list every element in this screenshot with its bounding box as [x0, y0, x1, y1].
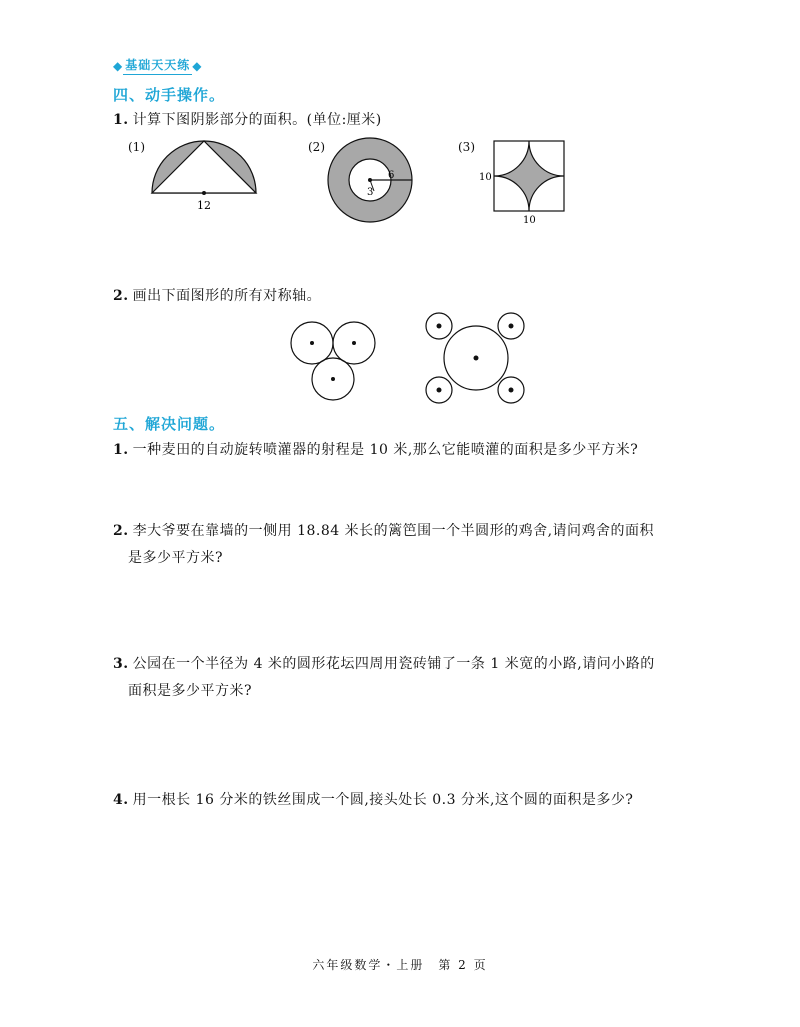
symmetry-figure-five-circles: [422, 310, 532, 410]
center-dot: [437, 324, 442, 329]
figure-1-label: (1): [128, 140, 145, 154]
inner-radius-label: 3: [367, 187, 374, 198]
figure-3-label: (3): [458, 140, 475, 154]
section-five-title: 五、解决问题。: [113, 415, 226, 433]
section-four-title: 四、动手操作。: [113, 86, 226, 104]
center-dot: [331, 377, 335, 381]
problem-text-line-1: 公园在一个半径为 4 米的圆形花坛四周用瓷砖铺了一条 1 米宽的小路,请问小路的: [132, 656, 655, 672]
figure-3-square: [478, 135, 578, 227]
problem-number: 4.: [113, 792, 129, 808]
question-4-2: [113, 283, 683, 310]
question-text: 画出下面图形的所有对称轴。: [132, 288, 322, 304]
problem-number: 1.: [113, 442, 129, 458]
problem-3: [113, 651, 683, 705]
practice-badge: [113, 56, 202, 75]
problem-text: 用一根长 16 分米的铁丝围成一个圆,接头处长 0.3 分米,这个圆的面积是多少?: [132, 792, 634, 808]
problem-2: [113, 518, 683, 572]
problem-4: [113, 787, 683, 814]
center-dot: [352, 341, 356, 345]
side-bottom-label: 10: [523, 215, 536, 226]
figure-2-ring: [325, 135, 415, 225]
center-dot: [310, 341, 314, 345]
problem-text-line-2: 面积是多少平方米?: [128, 683, 253, 699]
problem-number: 3.: [113, 656, 129, 672]
diamond-left-icon: ◆: [113, 58, 124, 73]
outer-radius-label: 6: [388, 170, 395, 181]
question-text: 计算下图阴影部分的面积。(单位:厘米): [132, 112, 382, 128]
figure-1-semicircle: [140, 135, 270, 215]
question-number: 2.: [113, 288, 129, 304]
figure-2-label: (2): [308, 140, 325, 154]
page-footer: 六年级数学・上册 第 2 页: [312, 958, 488, 972]
center-dot: [509, 388, 514, 393]
problem-text-line-1: 李大爷要在靠墙的一侧用 18.84 米长的篱笆围一个半圆形的鸡舍,请问鸡舍的面积: [132, 523, 655, 539]
problem-text-line-2: 是多少平方米?: [128, 550, 224, 566]
center-dot: [437, 388, 442, 393]
badge-text: 基础天天练: [123, 56, 192, 75]
question-4-1: [113, 107, 683, 134]
fig1-dimension: 12: [197, 199, 211, 212]
center-dot: [202, 191, 206, 195]
symmetry-figure-three-circles: [288, 318, 383, 403]
diamond-right-icon: ◆: [192, 58, 203, 73]
problem-text: 一种麦田的自动旋转喷灌器的射程是 10 米,那么它能喷灌的面积是多少平方米?: [132, 442, 639, 458]
problem-number: 2.: [113, 523, 129, 539]
problem-1: [113, 437, 683, 464]
center-dot: [474, 356, 479, 361]
ring-center-dot: [368, 178, 372, 182]
question-number: 1.: [113, 112, 129, 128]
center-dot: [509, 324, 514, 329]
side-left-label: 10: [479, 172, 492, 183]
